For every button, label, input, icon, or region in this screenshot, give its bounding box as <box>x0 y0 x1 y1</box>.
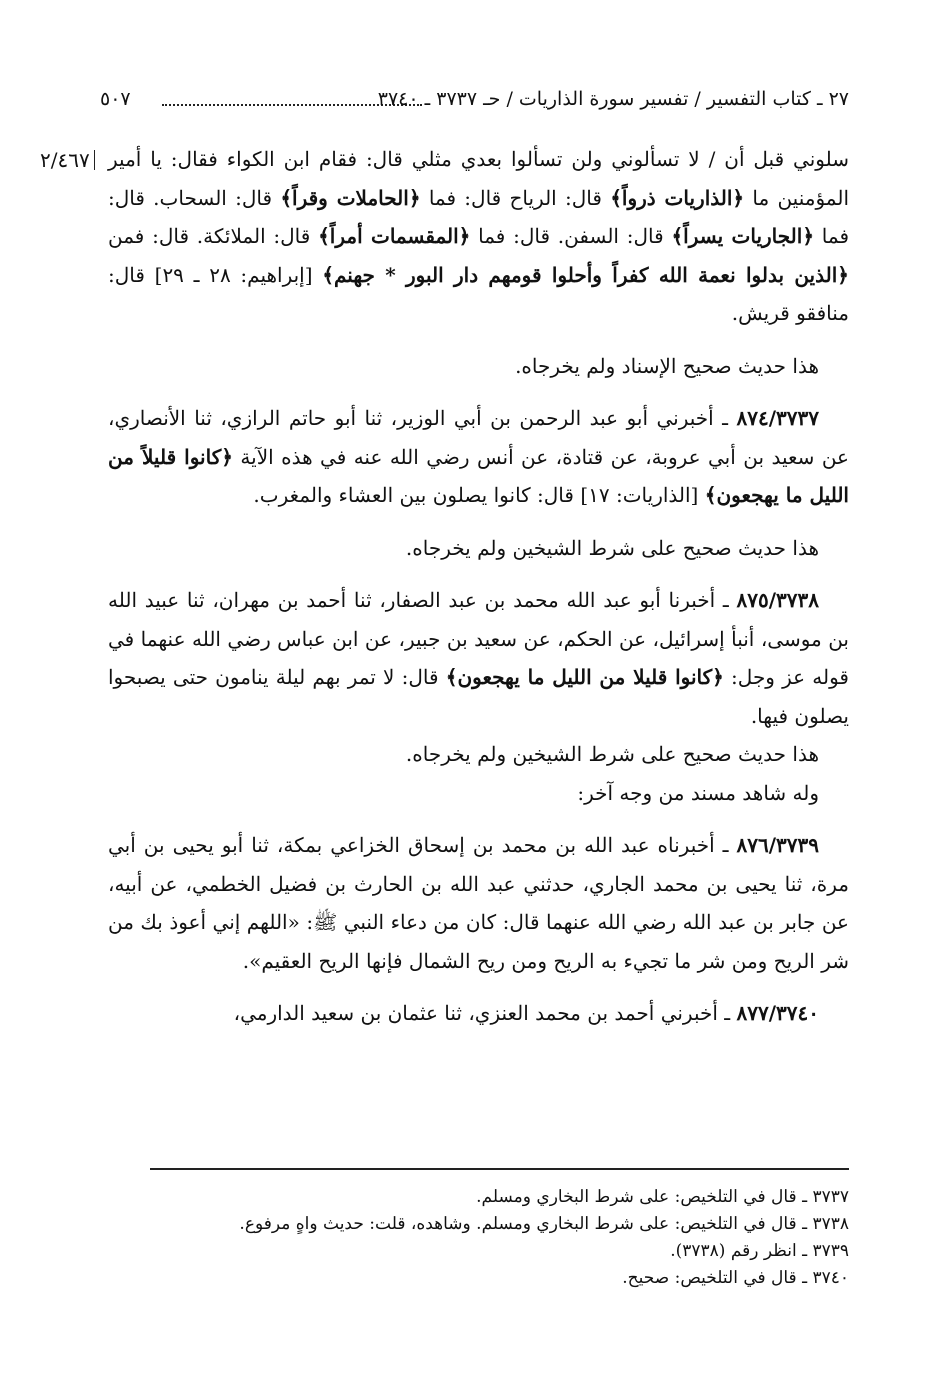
paragraph <box>108 529 849 568</box>
text-run: ـ أخبرني أحمد بن محمد العنزي، ثنا عثمان بن سعيد الدارمي، <box>233 1001 737 1025</box>
paragraph <box>108 140 849 333</box>
text-run: قال: السحاب. قال: فما <box>108 185 850 248</box>
paragraph-gap <box>108 333 849 347</box>
emphasis-text: ٨٧٥/٣٧٣٨ <box>736 588 819 612</box>
emphasis-text: ٨٧٧/٣٧٤٠ <box>736 1001 819 1025</box>
text-run: هذا حديث صحيح على شرط الشيخين ولم يخرجاه. <box>405 535 819 560</box>
footnote: ٣٧٣٨ ـ قال في التلخيص: على شرط البخاري ومسلم. وشاهده، قلت: حديث واهٍ مرفوع. <box>239 1214 849 1234</box>
footnote: ٣٧٣٧ ـ قال في التلخيص: على شرط البخاري ومسلم. <box>476 1187 849 1207</box>
paragraph-gap <box>108 385 849 399</box>
paragraph-gap <box>108 980 849 994</box>
text-run: ـ أخبرني أبو عبد الرحمن بن أبي الوزير، ثنا أبو حاتم الرازي، ثنا الأنصاري، عن سعيد بن أبي عروبة، عن قتادة، عن أنس رضي الله عنه في هذه الآية <box>108 406 849 469</box>
running-head: ٢٧ ـ كتاب التفسير / تفسير سورة الذاريات / حـ ٣٧٣٧ ـ ٣٧٤٠ <box>377 88 849 110</box>
footnote: ٣٧٣٩ ـ انظر رقم (٣٧٣٨). <box>670 1241 849 1261</box>
text-run: قال: الملائكة. قال: فمن <box>108 224 319 248</box>
text-run: [إبراهيم: ٢٨ ـ ٢٩] قال: منافقو قريش. <box>108 262 849 325</box>
paragraph <box>108 826 849 980</box>
text-run: سلوني قبل أن / لا تسألوني ولن تسألوا بعدي مثلي قال: فقام ابن الكواء فقال: يا أمير المؤمنين ما <box>108 147 850 210</box>
emphasis-text: ﴿الذاريات ذرواً﴾ <box>610 185 745 210</box>
text-run: قال: لا تمر بهم ليلة ينامون حتى يصبحوا يصلون فيها. <box>108 665 849 728</box>
text-run: [الذاريات: ١٧] قال: كانوا يصلون بين العشاء والمغرب. <box>253 483 705 507</box>
text-run: ـ أخبرنا أبو عبد الله محمد بن عبد الصفار، ثنا أحمد بن مهران، ثنا عبيد الله بن موسى، أنبأ إسرائيل، عن الحكم، عن سعيد بن جبير، عن ابن عباس رضي الله عنهما في قوله عز وجل: <box>108 588 849 689</box>
paragraph <box>108 774 849 813</box>
paragraph-gap <box>108 567 849 581</box>
emphasis-text: ٨٧٦/٣٧٣٩ <box>736 833 819 857</box>
footnotes <box>150 1168 849 1292</box>
main-text <box>108 140 849 1033</box>
text-run: هذا حديث صحيح الإسناد ولم يخرجاه. <box>515 353 819 378</box>
paragraph <box>108 399 849 515</box>
text-run: قال: السفن. قال: فما <box>470 224 672 248</box>
paragraph-gap <box>108 812 849 826</box>
footnote: ٣٧٤٠ ـ قال في التلخيص: صحيح. <box>622 1268 849 1288</box>
emphasis-text: ﴿كانوا قليلا من الليل ما يهجعون﴾ <box>445 665 724 689</box>
page-header <box>100 82 849 122</box>
paragraph-gap <box>108 515 849 529</box>
margin-reference: ٢/٤٦٧ <box>40 150 95 170</box>
page-number: ٥٠٧ <box>100 88 131 110</box>
emphasis-text: ٨٧٤/٣٧٣٧ <box>736 406 819 430</box>
text-run: هذا حديث صحيح على شرط الشيخين ولم يخرجاه. <box>405 742 819 766</box>
paragraph <box>108 994 849 1033</box>
emphasis-text: ﴿كانوا قليلاً من الليل ما يهجعون﴾ <box>108 444 849 507</box>
paragraph <box>108 581 849 735</box>
paragraph <box>108 347 849 386</box>
text-run: قال: الرياح قال: فما <box>420 185 611 210</box>
paragraph <box>108 735 849 774</box>
emphasis-text: ﴿الجاريات يسراً﴾ <box>671 224 815 248</box>
emphasis-text: ﴿الذين بدلوا نعمة الله كفراً وأحلوا قومهم دار البور * جهنم﴾ <box>322 262 849 287</box>
text-run: وله شاهد مسند من وجه آخر: <box>577 780 819 805</box>
emphasis-text: ﴿المقسمات أمراً﴾ <box>318 224 471 248</box>
text-run: ـ أخبرناه عبد الله بن محمد بن إسحاق الخزاعي بمكة، ثنا أبو يحيى بن أبي مرة، ثنا يحيى بن محمد الجاري، حدثني عبد الله بن الحارث بن فضيل الخطمي، عن أبيه، عن جابر بن عبد الله رضي الله عنهما قال: كان من دعاء النبي ﷺ: «اللهم إني أعوذ بك من شر الريح ومن شر ما تجيء به الريح ومن ريح الشمال فإنها الريح العقيم». <box>108 833 849 973</box>
emphasis-text: ﴿الحاملات وقراً﴾ <box>280 185 421 210</box>
